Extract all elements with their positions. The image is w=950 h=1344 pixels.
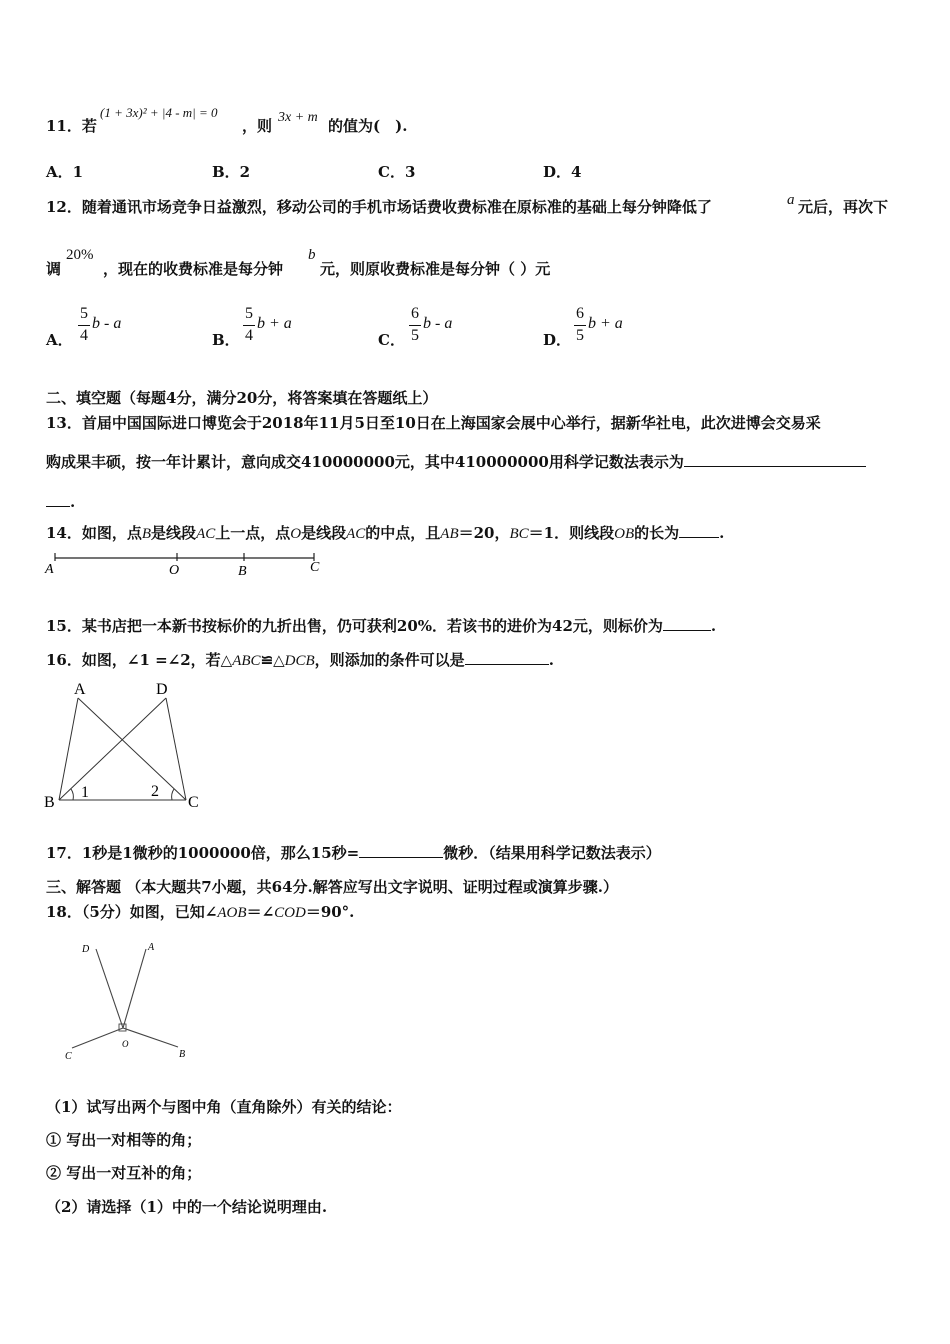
q14-var-o: O (290, 526, 302, 542)
q13-line3 (46, 492, 75, 512)
q12-line1: 12．随着通讯市场竞争日益激烈，移动公司的手机市场话费收费标准在原标准的基础上每分钟降低了 (46, 198, 712, 216)
q12-option-d-letter: D． (543, 331, 572, 349)
q15-text: 15．某书店把一本新书按标价的九折出售，仍可获利20%．若该书的进价为42元，则标价为 (46, 617, 663, 635)
q18-var-aob: AOB (217, 905, 247, 921)
q16-text: ，则添加的条件可以是 (314, 651, 465, 669)
q18-angle-figure (60, 935, 210, 1065)
numerator: 5 (245, 305, 253, 322)
label-c: C (310, 560, 320, 575)
q14-var-bc: BC (509, 526, 529, 542)
q14-text: 14．如图，点 (46, 524, 142, 542)
q18-sub1: （1）试写出两个与图中角（直角除外）有关的结论： (46, 1098, 402, 1116)
angle-2-arc (172, 789, 174, 800)
q14-text: 的中点，且 (365, 524, 441, 542)
fraction-bar (409, 325, 421, 326)
q11-suffix: 的值为( ). (328, 117, 408, 135)
label-c: C (65, 1051, 72, 1062)
q15-end: . (710, 617, 717, 635)
q18-text: ＝90°. (305, 903, 355, 921)
q11-line (46, 116, 97, 136)
q14-var-ac: AC (346, 526, 366, 542)
q18-sub1b: ② 写出一对互补的角； (46, 1164, 202, 1182)
q18-sub2: （2）请选择（1）中的一个结论说明理由. (46, 1198, 328, 1216)
q14-end: . (719, 524, 725, 542)
q11-option-a: A．1 (46, 163, 84, 181)
q13-line1: 13．首届中国国际进口博览会于2018年11月5日至10日在上海国家会展中心举行，据新华社电，此次进博会交易采 (46, 414, 821, 432)
q12-line2-start: 调 (46, 260, 62, 278)
q11-option-d: D．4 (543, 163, 582, 181)
label-b: B (238, 564, 247, 579)
q16-var-abc: ABC (232, 653, 261, 669)
q14-var-ac: AC (196, 526, 216, 542)
q12-line2-mid: ，现在的收费标准是每分钟 (103, 260, 284, 278)
q13-answer-blank-cont[interactable] (46, 492, 70, 507)
q16-end: . (548, 651, 554, 669)
q18-var-cod: COD (274, 905, 306, 921)
q14-var-ab: AB (440, 526, 459, 542)
q13-line3-end: . (70, 493, 76, 511)
angle-1-arc (71, 789, 73, 800)
fraction-rest: b + a (588, 315, 623, 332)
fraction-rest: b - a (92, 315, 122, 332)
label-o: O (169, 563, 180, 578)
q11-option-b: B．2 (212, 163, 251, 181)
q13-answer-blank[interactable] (684, 452, 866, 467)
ray-oa (123, 949, 146, 1028)
q14-var-b: B (141, 526, 152, 542)
ray-oc (72, 1028, 123, 1048)
fraction-bar (78, 325, 90, 326)
denominator: 4 (80, 327, 88, 344)
q13-line2-text: 购成果丰硕，按一年计累计，意向成交410000000元，其中410000000用科学记数法表示为 (46, 453, 684, 471)
q16-triangle-figure (40, 676, 220, 816)
q12-line1-end: 元后，再次下 (798, 198, 889, 216)
label-angle-1: 1 (81, 784, 89, 801)
label-b: B (179, 1049, 186, 1060)
q15-answer-blank[interactable] (663, 616, 711, 631)
side-dc (166, 698, 186, 800)
q11-prefix: 若 (81, 117, 97, 135)
label-b: B (44, 794, 55, 811)
side-ac (78, 698, 186, 800)
q18-sub1a: ① 写出一对相等的角； (46, 1131, 202, 1149)
q14-var-ob: OB (614, 526, 635, 542)
q11-option-c: C．3 (378, 163, 416, 181)
q14-segment-figure (40, 548, 340, 582)
section-2-heading: 二、填空题（每题4分，满分20分，将答案填在答题纸上） (46, 389, 438, 407)
q12-option-c-letter: C． (378, 331, 405, 349)
fraction-bar (243, 325, 255, 326)
q16-line (46, 650, 554, 671)
q16-var-dcb: DCB (284, 653, 315, 669)
denominator: 5 (576, 327, 584, 344)
q12-line2-end: 元，则原收费标准是每分钟（ ）元 (320, 260, 551, 278)
q12-var-a: a (787, 192, 795, 208)
q12-option-a-letter: A． (46, 331, 73, 349)
q14-text: 是线段 (151, 524, 197, 542)
label-o: O (122, 1039, 129, 1049)
q17-line (46, 843, 661, 863)
label-c: C (188, 794, 199, 811)
q16-text: ≌△ (260, 651, 285, 669)
fraction-rest: b + a (257, 315, 292, 332)
label-a: A (74, 681, 86, 698)
q13-line2 (46, 452, 866, 472)
q14-line (46, 523, 724, 544)
q18-text: 18．（5分）如图，已知∠ (46, 903, 218, 921)
q12-var-b: b (308, 247, 316, 263)
q16-answer-blank[interactable] (465, 650, 549, 665)
denominator: 5 (411, 327, 419, 344)
ray-od (96, 949, 123, 1028)
q14-text: ＝1．则线段 (528, 524, 615, 542)
q11-number: 11． (46, 117, 82, 135)
denominator: 4 (245, 327, 253, 344)
q14-text: 是线段 (301, 524, 347, 542)
q14-text: 上一点，点 (215, 524, 291, 542)
label-a: A (45, 562, 54, 577)
fraction-rest: b - a (423, 315, 453, 332)
q11-expression: (1 + 3x)² + |4 - m| = 0 (100, 105, 218, 120)
fraction-bar (574, 325, 586, 326)
numerator: 5 (80, 305, 88, 322)
q14-answer-blank[interactable] (679, 523, 719, 538)
label-a: A (148, 942, 155, 953)
label-d: D (82, 944, 90, 955)
q11-expression-2: 3x + m (278, 110, 318, 125)
ray-ob (123, 1028, 178, 1047)
label-d: D (156, 681, 168, 698)
q15-line (46, 616, 716, 636)
numerator: 6 (411, 305, 419, 322)
q14-text: 的长为 (634, 524, 680, 542)
q18-line (46, 902, 354, 923)
q11-mid: ，则 (242, 117, 273, 135)
q18-text: ＝∠ (246, 903, 275, 921)
section-3-heading: 三、解答题 （本大题共7小题，共64分.解答应写出文字说明、证明过程或演算步骤.） (46, 878, 618, 896)
label-angle-2: 2 (151, 783, 159, 800)
q12-percent: 20% (66, 247, 94, 263)
q17-answer-blank[interactable] (359, 843, 443, 858)
q12-option-b-letter: B． (212, 331, 240, 349)
numerator: 6 (576, 305, 584, 322)
q14-text: ＝20， (458, 524, 510, 542)
q17-text: 17．1秒是1微秒的1000000倍，那么15秒= (46, 844, 360, 862)
q16-text: 16．如图，∠1 =∠2，若△ (46, 651, 233, 669)
q17-end: 微秒．（结果用科学记数法表示） (443, 844, 661, 862)
